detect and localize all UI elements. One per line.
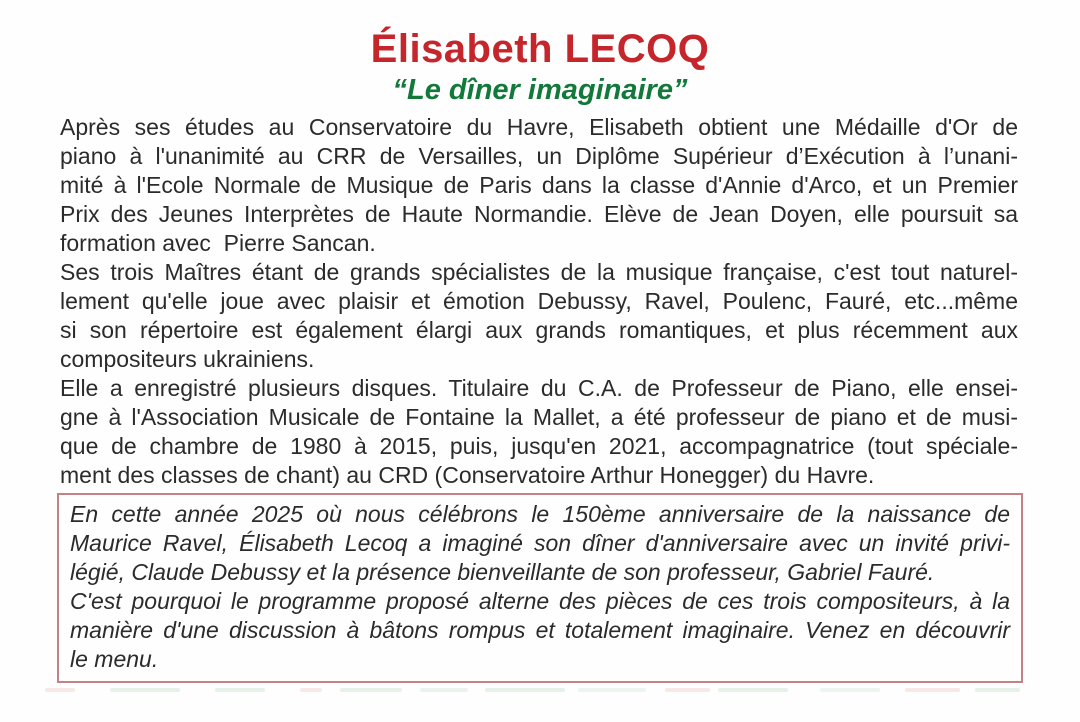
box-line: Maurice Ravel, Élisabeth Lecoq a imaginé son dîner d'anniversaire avec un invité privi- bbox=[70, 530, 1010, 556]
cropped-text-segment bbox=[718, 688, 788, 692]
cropped-text-segment bbox=[420, 688, 468, 692]
bio-line: Après ses études au Conservatoire du Havre, Elisabeth obtient une Médaille d'Or de bbox=[60, 114, 1018, 140]
cropped-text-segment bbox=[45, 688, 75, 692]
bio-line: mité à l'Ecole Normale de Musique de Paris dans la classe d'Annie d'Arco, et un Premier bbox=[60, 172, 1018, 198]
page-title: Élisabeth LECOQ bbox=[370, 27, 710, 71]
cropped-text-segment bbox=[665, 688, 710, 692]
cropped-text-segment bbox=[820, 688, 880, 692]
cropped-text-segment bbox=[905, 688, 960, 692]
box-line: manière d'une discussion à bâtons rompus et totalement imaginaire. Venez en découvrir bbox=[70, 617, 1010, 643]
bio-line: si son répertoire est également élargi aux grands romantiques, et plus récemment aux bbox=[60, 317, 1018, 343]
bio-line: Prix des Jeunes Interprètes de Haute Normandie. Elève de Jean Doyen, elle poursuit sa bbox=[60, 201, 1018, 227]
bio-line: compositeurs ukrainiens. bbox=[60, 346, 315, 372]
box-line: En cette année 2025 où nous célébrons le 150ème anniversaire de la naissance de bbox=[70, 501, 1010, 527]
cropped-text-segment bbox=[485, 688, 565, 692]
bio-line: ment des classes de chant) au CRD (Conservatoire Arthur Honegger) du Havre. bbox=[60, 462, 875, 488]
bio-line: que de chambre de 1980 à 2015, puis, jusqu'en 2021, accompagnatrice (tout spéciale- bbox=[60, 433, 1018, 459]
cropped-text-segment bbox=[215, 688, 265, 692]
bio-line: lement qu'elle joue avec plaisir et émotion Debussy, Ravel, Poulenc, Fauré, etc...même bbox=[60, 288, 1018, 314]
cropped-text-segment bbox=[975, 688, 1020, 692]
bio-line: gne à l'Association Musicale de Fontaine la Mallet, a été professeur de piano et de musi- bbox=[60, 404, 1018, 430]
cropped-text-line bbox=[0, 688, 1080, 692]
biography-text bbox=[60, 113, 1018, 490]
bio-line: Ses trois Maîtres étant de grands spécialistes de la musique française, c'est tout naturel- bbox=[60, 259, 1018, 285]
page-subtitle: “Le dîner imaginaire” bbox=[392, 74, 688, 106]
cropped-text-segment bbox=[300, 688, 322, 692]
box-line: le menu. bbox=[70, 646, 159, 672]
cropped-text-segment bbox=[110, 688, 180, 692]
highlight-box bbox=[57, 493, 1023, 683]
bio-line: Elle a enregistré plusieurs disques. Titulaire du C.A. de Professeur de Piano, elle ensei- bbox=[60, 375, 1018, 401]
box-line: légié, Claude Debussy et la présence bienveillante de son professeur, Gabriel Fauré. bbox=[70, 559, 935, 585]
cropped-text-segment bbox=[340, 688, 402, 692]
box-line: C'est pourquoi le programme proposé alterne des pièces de ces trois compositeurs, à la bbox=[70, 588, 1010, 614]
bio-line: formation avec Pierre Sancan. bbox=[60, 230, 376, 256]
bio-line: piano à l'unanimité au CRR de Versailles, un Diplôme Supérieur d’Exécution à l’unani- bbox=[60, 143, 1018, 169]
cropped-text-segment bbox=[578, 688, 646, 692]
